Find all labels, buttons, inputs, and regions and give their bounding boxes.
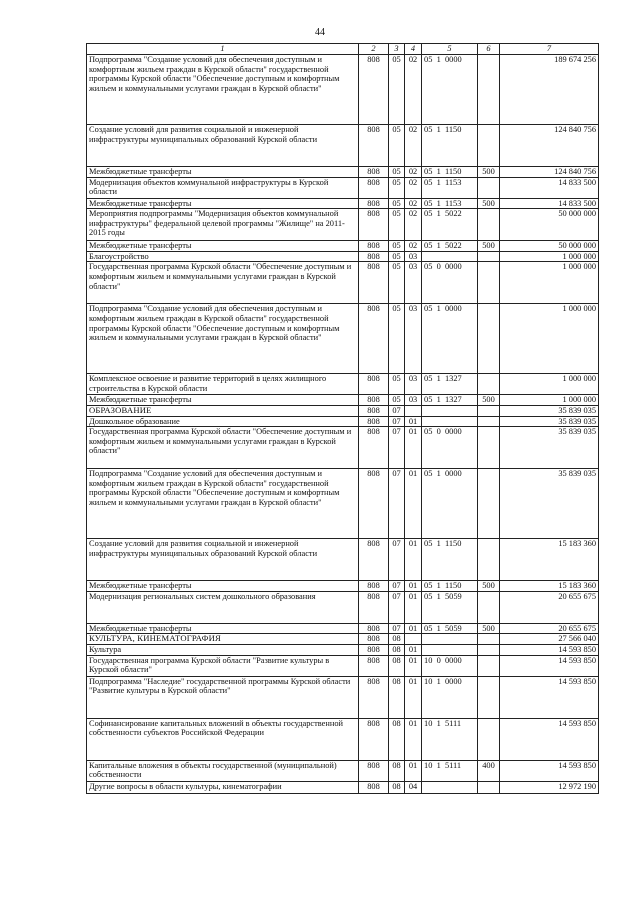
table-row xyxy=(87,125,599,167)
row-ministry-code: 808 xyxy=(359,469,389,539)
row-ministry-code: 808 xyxy=(359,167,389,178)
row-amount: 1 000 000 xyxy=(500,395,599,406)
row-amount: 14 833 500 xyxy=(500,177,599,198)
row-target-code: 05 1 1150 xyxy=(422,581,478,592)
row-section-code: 05 xyxy=(389,241,405,252)
page-number: 44 xyxy=(315,27,325,38)
row-expense-type-code: 500 xyxy=(478,241,500,252)
row-subsection-code: 01 xyxy=(405,676,422,718)
row-ministry-code: 808 xyxy=(359,581,389,592)
row-name: Межбюджетные трансферты xyxy=(87,241,359,252)
row-name: Культура xyxy=(87,644,359,655)
table-row xyxy=(87,251,599,262)
row-subsection-code: 01 xyxy=(405,469,422,539)
row-ministry-code: 808 xyxy=(359,395,389,406)
table-row xyxy=(87,581,599,592)
row-section-code: 08 xyxy=(389,676,405,718)
column-header-3: 3 xyxy=(389,44,405,55)
row-target-code: 05 1 0000 xyxy=(422,55,478,125)
table-row xyxy=(87,209,599,241)
row-subsection-code: 02 xyxy=(405,241,422,252)
row-section-code: 07 xyxy=(389,623,405,634)
row-amount: 14 593 850 xyxy=(500,655,599,676)
row-ministry-code: 808 xyxy=(359,539,389,581)
row-ministry-code: 808 xyxy=(359,655,389,676)
row-name: Другие вопросы в области культуры, кинематографии xyxy=(87,781,359,793)
row-section-code: 05 xyxy=(389,209,405,241)
table-row xyxy=(87,427,599,469)
row-subsection-code: 01 xyxy=(405,581,422,592)
row-section-code: 05 xyxy=(389,198,405,209)
row-name: КУЛЬТУРА, КИНЕМАТОГРАФИЯ xyxy=(87,634,359,645)
row-target-code: 05 0 0000 xyxy=(422,427,478,469)
row-subsection-code: 03 xyxy=(405,374,422,395)
row-expense-type-code xyxy=(478,469,500,539)
row-section-code: 05 xyxy=(389,251,405,262)
row-target-code: 10 0 0000 xyxy=(422,655,478,676)
row-target-code xyxy=(422,644,478,655)
row-target-code xyxy=(422,416,478,427)
row-target-code: 10 1 5111 xyxy=(422,760,478,781)
row-amount: 14 593 850 xyxy=(500,718,599,760)
table-row xyxy=(87,634,599,645)
row-expense-type-code: 500 xyxy=(478,167,500,178)
row-name: Создание условий для развития социальной и инженерной инфраструктуры муниципальных образований Курской области xyxy=(87,125,359,167)
row-name: Подпрограмма "Создание условий для обеспечения доступным и комфортным жильем граждан в Курской области" государственной программы Курской области "Обеспечение доступным и комфортным жильем и коммунальными услугами граждан в Курской области" xyxy=(87,55,359,125)
row-expense-type-code xyxy=(478,262,500,304)
budget-table xyxy=(86,43,599,794)
row-section-code: 05 xyxy=(389,125,405,167)
row-amount: 15 183 360 xyxy=(500,581,599,592)
row-ministry-code: 808 xyxy=(359,262,389,304)
row-amount: 14 833 500 xyxy=(500,198,599,209)
row-expense-type-code xyxy=(478,177,500,198)
row-name: Межбюджетные трансферты xyxy=(87,395,359,406)
row-subsection-code: 01 xyxy=(405,416,422,427)
row-subsection-code: 02 xyxy=(405,198,422,209)
row-amount: 12 972 190 xyxy=(500,781,599,793)
row-section-code: 07 xyxy=(389,469,405,539)
row-target-code: 05 1 0000 xyxy=(422,304,478,374)
row-name: Государственная программа Курской области "Развитие культуры в Курской области" xyxy=(87,655,359,676)
row-section-code: 07 xyxy=(389,539,405,581)
row-amount: 20 655 675 xyxy=(500,591,599,623)
row-amount: 1 000 000 xyxy=(500,262,599,304)
row-target-code: 05 1 5059 xyxy=(422,591,478,623)
row-expense-type-code xyxy=(478,55,500,125)
row-name: Создание условий для развития социальной и инженерной инфраструктуры муниципальных образований Курской области xyxy=(87,539,359,581)
row-name: Государственная программа Курской области "Обеспечение доступным и комфортным жильем и коммунальными услугами граждан в Курской области" xyxy=(87,427,359,469)
row-expense-type-code xyxy=(478,781,500,793)
row-expense-type-code xyxy=(478,405,500,416)
row-amount: 124 840 756 xyxy=(500,125,599,167)
row-expense-type-code xyxy=(478,676,500,718)
row-expense-type-code xyxy=(478,539,500,581)
row-ministry-code: 808 xyxy=(359,55,389,125)
row-target-code xyxy=(422,781,478,793)
table-row xyxy=(87,416,599,427)
row-expense-type-code: 500 xyxy=(478,623,500,634)
row-amount: 50 000 000 xyxy=(500,209,599,241)
row-section-code: 08 xyxy=(389,718,405,760)
row-section-code: 07 xyxy=(389,581,405,592)
row-name: Подпрограмма "Наследие" государственной программы Курской области "Развитие культуры в Курской области" xyxy=(87,676,359,718)
table-row xyxy=(87,167,599,178)
row-name: Государственная программа Курской области "Обеспечение доступным и комфортным жильем и коммунальными услугами граждан в Курской области" xyxy=(87,262,359,304)
table-row xyxy=(87,405,599,416)
row-subsection-code: 04 xyxy=(405,781,422,793)
column-header-7: 7 xyxy=(500,44,599,55)
row-subsection-code: 01 xyxy=(405,539,422,581)
row-expense-type-code xyxy=(478,644,500,655)
row-section-code: 05 xyxy=(389,167,405,178)
row-ministry-code: 808 xyxy=(359,760,389,781)
row-section-code: 05 xyxy=(389,262,405,304)
row-amount: 35 839 035 xyxy=(500,427,599,469)
row-subsection-code: 02 xyxy=(405,209,422,241)
table-row xyxy=(87,539,599,581)
row-ministry-code: 808 xyxy=(359,405,389,416)
table-row xyxy=(87,718,599,760)
row-ministry-code: 808 xyxy=(359,374,389,395)
row-amount: 35 839 035 xyxy=(500,469,599,539)
row-ministry-code: 808 xyxy=(359,416,389,427)
column-header-6: 6 xyxy=(478,44,500,55)
row-section-code: 08 xyxy=(389,644,405,655)
row-name: Благоустройство xyxy=(87,251,359,262)
column-header-4: 4 xyxy=(405,44,422,55)
row-subsection-code: 01 xyxy=(405,623,422,634)
row-target-code xyxy=(422,251,478,262)
row-name: Дошкольное образование xyxy=(87,416,359,427)
row-amount: 124 840 756 xyxy=(500,167,599,178)
row-ministry-code: 808 xyxy=(359,623,389,634)
row-subsection-code: 02 xyxy=(405,167,422,178)
table-row xyxy=(87,644,599,655)
row-target-code: 05 1 0000 xyxy=(422,469,478,539)
row-subsection-code: 03 xyxy=(405,304,422,374)
row-subsection-code xyxy=(405,634,422,645)
table-row xyxy=(87,304,599,374)
table-row xyxy=(87,469,599,539)
row-expense-type-code xyxy=(478,634,500,645)
row-expense-type-code xyxy=(478,304,500,374)
table-row xyxy=(87,198,599,209)
row-target-code: 05 1 1153 xyxy=(422,177,478,198)
row-section-code: 07 xyxy=(389,591,405,623)
table-row xyxy=(87,395,599,406)
row-subsection-code: 02 xyxy=(405,55,422,125)
row-section-code: 08 xyxy=(389,655,405,676)
row-name: Капитальные вложения в объекты государственной (муниципальной) собственности xyxy=(87,760,359,781)
row-expense-type-code xyxy=(478,655,500,676)
row-section-code: 07 xyxy=(389,427,405,469)
row-target-code: 05 1 5059 xyxy=(422,623,478,634)
row-section-code: 07 xyxy=(389,405,405,416)
column-header-5: 5 xyxy=(422,44,478,55)
row-name: Подпрограмма "Создание условий для обеспечения доступным и комфортным жильем граждан в Курской области" государственной программы Курской области "Обеспечение доступным и комфортным жильем и коммунальными услугами граждан в Курской области" xyxy=(87,469,359,539)
row-amount: 1 000 000 xyxy=(500,251,599,262)
row-expense-type-code xyxy=(478,251,500,262)
row-expense-type-code: 400 xyxy=(478,760,500,781)
row-ministry-code: 808 xyxy=(359,781,389,793)
row-target-code: 05 1 1150 xyxy=(422,167,478,178)
row-ministry-code: 808 xyxy=(359,125,389,167)
row-amount: 189 674 256 xyxy=(500,55,599,125)
row-subsection-code: 01 xyxy=(405,760,422,781)
row-target-code: 10 1 5111 xyxy=(422,718,478,760)
row-ministry-code: 808 xyxy=(359,718,389,760)
row-target-code xyxy=(422,634,478,645)
row-name: Модернизация региональных систем дошкольного образования xyxy=(87,591,359,623)
row-amount: 35 839 035 xyxy=(500,416,599,427)
row-section-code: 08 xyxy=(389,634,405,645)
row-name: Подпрограмма "Создание условий для обеспечения доступным и комфортным жильем граждан в Курской области" государственной программы Курской области "Обеспечение доступным и комфортным жильем и коммунальными услугами граждан в Курской области" xyxy=(87,304,359,374)
row-subsection-code: 01 xyxy=(405,644,422,655)
row-subsection-code: 03 xyxy=(405,262,422,304)
row-expense-type-code: 500 xyxy=(478,395,500,406)
row-amount: 50 000 000 xyxy=(500,241,599,252)
row-expense-type-code xyxy=(478,718,500,760)
row-target-code: 05 1 5022 xyxy=(422,241,478,252)
table-header-row xyxy=(87,44,599,55)
row-target-code: 05 1 1150 xyxy=(422,125,478,167)
row-expense-type-code: 500 xyxy=(478,198,500,209)
table-row xyxy=(87,177,599,198)
table-body xyxy=(87,55,599,794)
row-target-code: 05 1 5022 xyxy=(422,209,478,241)
row-ministry-code: 808 xyxy=(359,634,389,645)
row-ministry-code: 808 xyxy=(359,644,389,655)
row-subsection-code xyxy=(405,405,422,416)
table-row xyxy=(87,241,599,252)
row-section-code: 08 xyxy=(389,760,405,781)
row-ministry-code: 808 xyxy=(359,251,389,262)
row-expense-type-code xyxy=(478,416,500,427)
row-subsection-code: 03 xyxy=(405,395,422,406)
row-name: Межбюджетные трансферты xyxy=(87,167,359,178)
row-subsection-code: 01 xyxy=(405,718,422,760)
row-amount: 15 183 360 xyxy=(500,539,599,581)
row-name: Межбюджетные трансферты xyxy=(87,198,359,209)
row-section-code: 08 xyxy=(389,781,405,793)
row-expense-type-code xyxy=(478,374,500,395)
row-target-code xyxy=(422,405,478,416)
row-amount: 27 566 040 xyxy=(500,634,599,645)
row-name: Межбюджетные трансферты xyxy=(87,623,359,634)
row-ministry-code: 808 xyxy=(359,304,389,374)
table-row xyxy=(87,374,599,395)
column-header-1: 1 xyxy=(87,44,359,55)
row-target-code: 05 1 1327 xyxy=(422,374,478,395)
row-name: Межбюджетные трансферты xyxy=(87,581,359,592)
row-ministry-code: 808 xyxy=(359,676,389,718)
row-subsection-code: 01 xyxy=(405,591,422,623)
row-expense-type-code xyxy=(478,427,500,469)
row-section-code: 05 xyxy=(389,304,405,374)
row-section-code: 05 xyxy=(389,55,405,125)
table-row xyxy=(87,262,599,304)
row-expense-type-code xyxy=(478,209,500,241)
row-section-code: 05 xyxy=(389,395,405,406)
column-header-2: 2 xyxy=(359,44,389,55)
row-section-code: 05 xyxy=(389,177,405,198)
row-ministry-code: 808 xyxy=(359,427,389,469)
row-ministry-code: 808 xyxy=(359,209,389,241)
row-amount: 14 593 850 xyxy=(500,760,599,781)
row-name: Модернизация объектов коммунальной инфраструктуры в Курской области xyxy=(87,177,359,198)
row-section-code: 07 xyxy=(389,416,405,427)
row-name: Мероприятия подпрограммы "Модернизация объектов коммунальной инфраструктуры" федеральной целевой программы "Жилище" на 2011-2015 годы xyxy=(87,209,359,241)
row-expense-type-code xyxy=(478,125,500,167)
row-amount: 14 593 850 xyxy=(500,676,599,718)
table-row xyxy=(87,676,599,718)
row-target-code: 05 1 1327 xyxy=(422,395,478,406)
row-ministry-code: 808 xyxy=(359,591,389,623)
row-expense-type-code xyxy=(478,591,500,623)
row-amount: 14 593 850 xyxy=(500,644,599,655)
table-row xyxy=(87,655,599,676)
row-amount: 1 000 000 xyxy=(500,374,599,395)
table-row xyxy=(87,623,599,634)
table-row xyxy=(87,591,599,623)
row-ministry-code: 808 xyxy=(359,198,389,209)
row-target-code: 05 1 1150 xyxy=(422,539,478,581)
row-target-code: 10 1 0000 xyxy=(422,676,478,718)
row-section-code: 05 xyxy=(389,374,405,395)
row-amount: 1 000 000 xyxy=(500,304,599,374)
table-row xyxy=(87,55,599,125)
row-ministry-code: 808 xyxy=(359,177,389,198)
row-name: ОБРАЗОВАНИЕ xyxy=(87,405,359,416)
row-subsection-code: 02 xyxy=(405,177,422,198)
row-ministry-code: 808 xyxy=(359,241,389,252)
row-name: Софинансирование капитальных вложений в объекты государственной собственности субъектов Российской Федерации xyxy=(87,718,359,760)
table-row xyxy=(87,781,599,793)
row-subsection-code: 03 xyxy=(405,251,422,262)
row-target-code: 05 0 0000 xyxy=(422,262,478,304)
row-subsection-code: 02 xyxy=(405,125,422,167)
row-name: Комплексное освоение и развитие территорий в целях жилищного строительства в Курской области xyxy=(87,374,359,395)
row-target-code: 05 1 1153 xyxy=(422,198,478,209)
row-expense-type-code: 500 xyxy=(478,581,500,592)
row-subsection-code: 01 xyxy=(405,655,422,676)
row-subsection-code: 01 xyxy=(405,427,422,469)
table-row xyxy=(87,760,599,781)
row-amount: 20 655 675 xyxy=(500,623,599,634)
row-amount: 35 839 035 xyxy=(500,405,599,416)
